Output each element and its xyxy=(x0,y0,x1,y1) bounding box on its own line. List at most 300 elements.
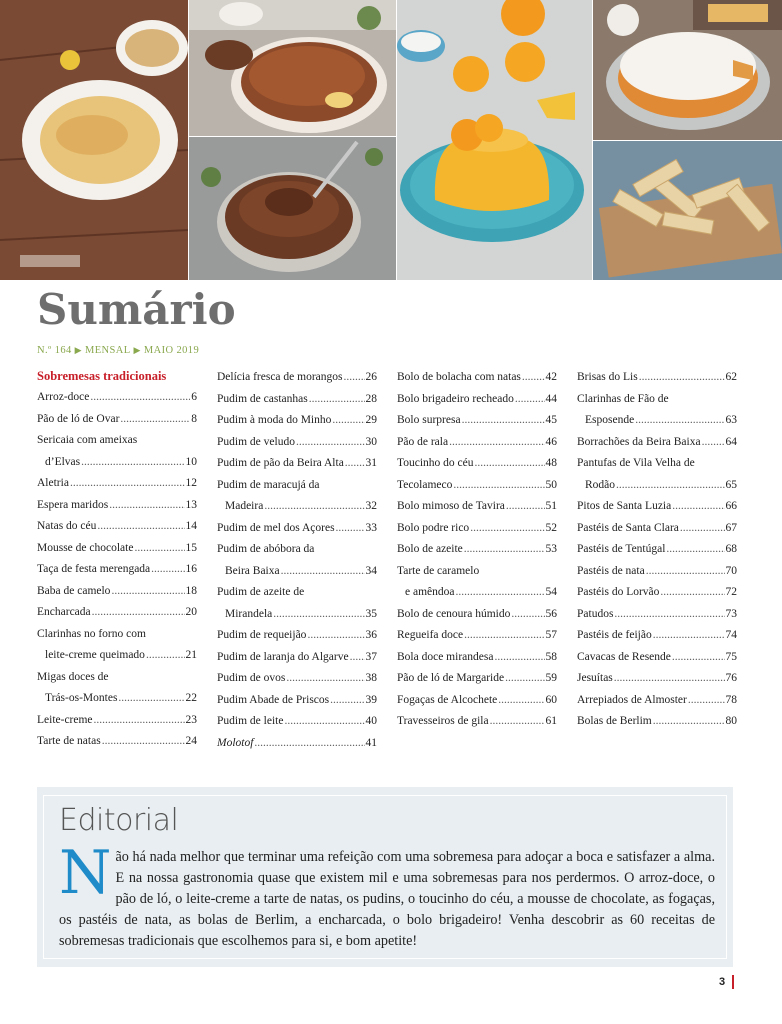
toc-leader-dots xyxy=(81,452,184,474)
toc-entry-line xyxy=(37,602,197,624)
photo-pudim-laranja xyxy=(397,0,592,280)
toc-page-number: 21 xyxy=(185,649,197,661)
toc-entry[interactable] xyxy=(577,561,737,583)
toc-entry[interactable] xyxy=(37,473,197,495)
toc-page-number: 76 xyxy=(725,672,737,684)
toc-entry[interactable] xyxy=(217,539,377,582)
toc-leader-dots xyxy=(505,668,544,690)
toc-entry[interactable] xyxy=(37,710,197,732)
toc-leader-dots xyxy=(494,647,544,669)
toc-page-number: 60 xyxy=(545,693,557,706)
toc-entry-title: Pudim de mel dos Açores xyxy=(217,521,335,534)
toc-entry-title: Pudim de laranja do Algarve xyxy=(217,650,349,663)
photo-mousse xyxy=(189,137,396,280)
photo-collage xyxy=(0,0,782,280)
toc-entry-line xyxy=(37,452,197,474)
toc-entry-line xyxy=(397,453,557,475)
toc-entry[interactable] xyxy=(37,559,197,581)
toc-entry[interactable] xyxy=(397,453,557,475)
toc-page-number: 78 xyxy=(725,693,737,706)
toc-entry-title: Jesuítas xyxy=(577,672,613,684)
triangle-right-icon: ▶ xyxy=(74,345,82,355)
toc-entry-title: Patudos xyxy=(577,607,614,620)
toc-page-number: 46 xyxy=(545,435,557,448)
toc-leader-dots xyxy=(639,367,725,389)
toc-page-number: 59 xyxy=(545,672,557,684)
toc-entry-line xyxy=(37,645,197,667)
toc-page-number: 40 xyxy=(365,715,377,727)
toc-entry-line xyxy=(217,711,377,733)
toc-entry-line xyxy=(37,473,197,495)
toc-entry[interactable] xyxy=(577,389,737,432)
toc-entry-title: Migas doces de xyxy=(37,670,109,683)
toc-leader-dots xyxy=(646,561,725,583)
toc-entry-title: Tarte de natas xyxy=(37,735,101,747)
toc-entry-title: Pudim de azeite de xyxy=(217,586,305,598)
toc-entry[interactable] xyxy=(217,367,377,389)
toc-entry-title: Pudim à moda do Minho xyxy=(217,414,332,426)
toc-entry[interactable] xyxy=(397,367,557,389)
toc-entry[interactable] xyxy=(217,432,377,454)
toc-leader-dots xyxy=(464,539,545,561)
toc-entry-title: Bolo surpresa xyxy=(397,414,461,426)
toc-page-number: 31 xyxy=(365,457,377,469)
toc-leader-dots xyxy=(672,647,725,669)
toc-entry[interactable] xyxy=(217,453,377,475)
photo-pasteis xyxy=(593,141,782,280)
toc-entry-line xyxy=(577,518,737,540)
toc-entry-title: Pudim Abade de Priscos xyxy=(217,693,330,706)
toc-entry[interactable] xyxy=(397,625,557,647)
toc-entry[interactable] xyxy=(217,410,377,432)
toc-entry[interactable] xyxy=(577,690,737,712)
toc-leader-dots xyxy=(102,731,185,753)
toc-entry-title: Bolo brigadeiro recheado xyxy=(397,392,514,405)
toc-entry-title: leite-creme queimado xyxy=(45,649,145,661)
toc-entry-title: e amêndoa xyxy=(405,586,455,598)
toc-entry-line xyxy=(217,604,377,626)
toc-entry-line xyxy=(397,539,557,561)
toc-entry[interactable] xyxy=(37,409,197,431)
toc-leader-dots xyxy=(296,432,365,454)
toc-entry-line xyxy=(577,582,737,604)
toc-column-2 xyxy=(217,367,377,754)
toc-page-number: 34 xyxy=(365,564,377,577)
toc-entry-line xyxy=(397,668,557,690)
toc-entry[interactable] xyxy=(397,690,557,712)
toc-entry-title: Pastéis de Tentúgal xyxy=(577,543,666,555)
toc-entry-line xyxy=(37,516,197,538)
toc-entry[interactable] xyxy=(577,625,737,647)
toc-entry-line xyxy=(577,668,737,690)
toc-entry[interactable] xyxy=(37,624,197,667)
toc-leader-dots xyxy=(515,389,545,411)
toc-column-4 xyxy=(577,367,737,733)
toc-page-number: 41 xyxy=(365,736,377,749)
toc-leader-dots xyxy=(307,625,364,647)
toc-entry[interactable] xyxy=(397,410,557,432)
toc-entry[interactable] xyxy=(37,538,197,560)
triangle-right-icon: ▶ xyxy=(133,345,141,355)
toc-entry-line xyxy=(217,496,377,518)
toc-entry-line xyxy=(577,432,737,454)
toc-leader-dots xyxy=(111,581,184,603)
toc-leader-dots xyxy=(336,518,365,540)
toc-page-number: 66 xyxy=(725,500,737,512)
toc-entry-line xyxy=(217,518,377,540)
toc-leader-dots xyxy=(343,367,364,389)
toc-entry[interactable] xyxy=(577,367,737,389)
toc-leader-dots xyxy=(680,518,725,540)
toc-leader-dots xyxy=(97,516,184,538)
toc-page-number: 33 xyxy=(365,521,377,534)
toc-entry-title: Brisas do Lis xyxy=(577,371,638,383)
toc-entry-title: Arroz-doce xyxy=(37,391,90,403)
toc-leader-dots xyxy=(284,711,364,733)
toc-entry-line xyxy=(577,690,737,712)
toc-entry-line xyxy=(217,668,377,690)
toc-entry-line xyxy=(37,387,197,409)
toc-entry-line xyxy=(397,389,557,411)
toc-entry[interactable] xyxy=(577,668,737,690)
toc-leader-dots xyxy=(151,559,184,581)
toc-page-number: 45 xyxy=(545,414,557,426)
toc-page-number: 57 xyxy=(545,629,557,641)
toc-leader-dots xyxy=(120,409,190,431)
toc-entry-title: Bolo podre rico xyxy=(397,521,470,534)
toc-page-number: 23 xyxy=(185,713,197,726)
toc-leader-dots xyxy=(490,711,545,733)
toc-leader-dots xyxy=(309,389,365,411)
toc-entry[interactable] xyxy=(397,604,557,626)
toc-entry-title: Delícia fresca de morangos xyxy=(217,371,343,383)
toc-leader-dots xyxy=(330,690,364,712)
toc-entry-line xyxy=(37,710,197,732)
toc-entry-line xyxy=(397,604,557,626)
toc-entry[interactable] xyxy=(217,647,377,669)
toc-page-number: 24 xyxy=(185,735,197,747)
toc-entry-title: Encharcada xyxy=(37,606,91,618)
toc-leader-dots xyxy=(332,410,364,432)
toc-entry-line xyxy=(577,389,737,411)
toc-entry[interactable] xyxy=(217,475,377,518)
toc-page-number: 56 xyxy=(545,607,557,620)
toc-page-number: 64 xyxy=(725,435,737,448)
toc-entry-line xyxy=(397,475,557,497)
toc-entry[interactable] xyxy=(577,496,737,518)
toc-leader-dots xyxy=(92,602,185,624)
toc-leader-dots xyxy=(498,690,544,712)
toc-leader-dots xyxy=(672,496,724,518)
toc-leader-dots xyxy=(474,453,544,475)
toc-page-number: 20 xyxy=(185,606,197,618)
toc-page-number: 37 xyxy=(365,650,377,663)
toc-entry-line xyxy=(37,495,197,517)
toc-entry-line xyxy=(577,539,737,561)
toc-leader-dots xyxy=(273,604,364,626)
toc-entry[interactable] xyxy=(397,647,557,669)
toc-entry-title: Pão de ló de Ovar xyxy=(37,412,120,425)
toc-entry[interactable] xyxy=(37,387,197,409)
toc-leader-dots xyxy=(94,710,185,732)
toc-entry-line xyxy=(37,731,197,753)
toc-entry-line xyxy=(397,625,557,647)
toc-entry-title: Molotof xyxy=(217,736,254,749)
toc-entry-title: Pastéis de feijão xyxy=(577,629,652,641)
toc-entry[interactable] xyxy=(37,581,197,603)
toc-entry[interactable] xyxy=(397,496,557,518)
toc-leader-dots xyxy=(281,561,365,583)
toc-entry[interactable] xyxy=(577,518,737,540)
toc-entry-line xyxy=(397,518,557,540)
toc-entry[interactable] xyxy=(37,495,197,517)
toc-entry[interactable] xyxy=(577,432,737,454)
photo-pao-de-lo xyxy=(189,0,396,136)
section-heading: Sobremesas tradicionais xyxy=(37,369,167,383)
toc-entries xyxy=(397,367,557,733)
toc-entry-title: Pastéis de nata xyxy=(577,564,645,577)
toc-leader-dots xyxy=(666,539,724,561)
toc-entry-title: Pudim de abóbora da xyxy=(217,543,315,555)
toc-entries xyxy=(217,367,377,754)
toc-leader-dots xyxy=(350,647,365,669)
toc-entry[interactable] xyxy=(397,539,557,561)
photo-arroz-doce xyxy=(0,0,188,280)
toc-entry-title: Baba de camelo xyxy=(37,584,111,597)
toc-page-number: 75 xyxy=(725,650,737,663)
toc-entry-line xyxy=(397,496,557,518)
toc-entry-line xyxy=(217,410,377,432)
toc-entry-title: Bolo de cenoura húmido xyxy=(397,607,511,620)
toc-page-number: 53 xyxy=(545,543,557,555)
toc-entry-title: Pão de ló de Margaride xyxy=(397,672,505,684)
editorial-box xyxy=(37,787,733,967)
toc-entry-line xyxy=(37,624,197,646)
toc-leader-dots xyxy=(456,582,545,604)
toc-entry-title: Pudim de veludo xyxy=(217,435,295,448)
editorial-dropcap: N xyxy=(59,838,112,908)
toc-page-number: 30 xyxy=(365,435,377,448)
toc-entry-line xyxy=(577,647,737,669)
toc-entry[interactable] xyxy=(217,518,377,540)
toc-entry-title: Borrachões da Beira Baixa xyxy=(577,435,701,448)
toc-entry-title: Cavacas de Resende xyxy=(577,650,671,663)
toc-entry[interactable] xyxy=(397,561,557,604)
issue-line xyxy=(37,345,199,356)
toc-leader-dots xyxy=(614,668,725,690)
toc-entry-title: Trás-os-Montes xyxy=(45,692,118,704)
toc-entry-line xyxy=(577,475,737,497)
toc-page-number: 13 xyxy=(185,498,197,511)
toc-leader-dots xyxy=(254,733,364,755)
toc-page-number: 14 xyxy=(185,520,197,532)
page-number: 3 xyxy=(719,976,726,988)
toc-leader-dots xyxy=(449,432,544,454)
toc-entry-title: Pudim de leite xyxy=(217,715,284,727)
toc-page-number: 28 xyxy=(365,392,377,405)
toc-page-number: 73 xyxy=(725,607,737,620)
toc-entry-title: Pantufas de Vila Velha de xyxy=(577,457,695,469)
toc-entry-title: Espera maridos xyxy=(37,498,109,511)
toc-leader-dots xyxy=(635,410,724,432)
toc-entry-title: Beira Baixa xyxy=(225,564,280,577)
toc-page-number: 54 xyxy=(545,586,557,598)
toc-entry[interactable] xyxy=(397,668,557,690)
toc-entry-line xyxy=(577,410,737,432)
toc-entry[interactable] xyxy=(217,690,377,712)
toc-entry-line xyxy=(217,453,377,475)
toc-page-number: 50 xyxy=(545,478,557,491)
toc-entry-line xyxy=(37,409,197,431)
toc-entry-title: Clarinhas no forno com xyxy=(37,627,146,640)
toc-entry-line xyxy=(397,711,557,733)
toc-entry-line xyxy=(37,559,197,581)
toc-leader-dots xyxy=(462,410,545,432)
toc-page-number: 35 xyxy=(365,607,377,620)
toc-entry-title: Pastéis de Santa Clara xyxy=(577,521,679,534)
toc-leader-dots xyxy=(470,518,544,540)
editorial-body: ão há nada melhor que terminar uma refeição com uma sobremesa para adoçar a boca e satisfazer a alma. E na nossa gastronomia quase que existem mil e uma sobremesas para nos perdermos. O arroz-doce, o pão de ló, o leite-creme a tarte de natas, os pudins, o toucinho do céu, a mousse de chocolate, as fogaças, os pastéis de nata, as bolas de Berlim, a encharcada, o bolo brigadeiro! Venha descobrir as 60 receitas de sobremesas tradicionais que escolhemos para si, e bom apetite! xyxy=(59,849,715,949)
toc-page-number: 58 xyxy=(545,650,557,663)
toc-entry[interactable] xyxy=(217,582,377,625)
toc-entry[interactable] xyxy=(37,731,197,753)
issue-number: N.º 164 xyxy=(37,345,72,356)
toc-page-number: 44 xyxy=(545,392,557,405)
toc-page-number: 65 xyxy=(725,478,737,491)
toc-entry-line xyxy=(397,367,557,389)
toc-entry[interactable] xyxy=(577,453,737,496)
toc-entry[interactable] xyxy=(217,711,377,733)
toc-entry-title: Fogaças de Alcochete xyxy=(397,693,498,706)
toc-entry-line xyxy=(577,561,737,583)
toc-entry[interactable] xyxy=(217,625,377,647)
toc-entry[interactable] xyxy=(37,516,197,538)
toc-entry[interactable] xyxy=(577,647,737,669)
toc-entry-line xyxy=(37,430,197,452)
toc-entry[interactable] xyxy=(577,604,737,626)
toc-entry[interactable] xyxy=(37,602,197,624)
toc-entry[interactable] xyxy=(577,711,737,733)
toc-entry-line xyxy=(217,367,377,389)
toc-entry-line xyxy=(37,581,197,603)
photo-bolo xyxy=(593,0,782,140)
toc-page-number: 39 xyxy=(365,693,377,706)
toc-entry[interactable] xyxy=(577,539,737,561)
toc-leader-dots xyxy=(506,496,545,518)
toc-entry[interactable] xyxy=(397,475,557,497)
toc-entry-line xyxy=(577,496,737,518)
toc-page-number: 80 xyxy=(725,715,737,727)
toc-entry-title: Mirandela xyxy=(225,607,273,620)
toc-page-number: 70 xyxy=(725,564,737,577)
toc-page-number: 16 xyxy=(185,563,197,575)
toc-entry-line xyxy=(577,711,737,733)
toc-entry[interactable] xyxy=(577,582,737,604)
toc-entry-title: Bolo de azeite xyxy=(397,543,463,555)
toc-leader-dots xyxy=(286,668,364,690)
toc-entry-title: Natas do céu xyxy=(37,520,97,532)
toc-page-number: 63 xyxy=(725,414,737,426)
toc-entry[interactable] xyxy=(397,432,557,454)
toc-entry-line xyxy=(217,582,377,604)
toc-leader-dots xyxy=(264,496,364,518)
toc-entry-line xyxy=(397,647,557,669)
issue-frequency: MENSAL xyxy=(84,345,131,356)
toc-leader-dots xyxy=(345,453,365,475)
toc-entry-title: Regueifa doce xyxy=(397,629,464,641)
toc-page-number: 32 xyxy=(365,500,377,512)
toc-entry[interactable] xyxy=(397,711,557,733)
toc-entry[interactable] xyxy=(217,668,377,690)
toc-entry-title: Mousse de chocolate xyxy=(37,541,134,554)
toc-entry-title: Toucinho do céu xyxy=(397,457,474,469)
toc-entry[interactable] xyxy=(37,430,197,473)
toc-entry-title: d’Elvas xyxy=(45,455,81,468)
toc-entry-title: Madeira xyxy=(225,500,264,512)
toc-leader-dots xyxy=(688,690,725,712)
toc-entry-title: Rodão xyxy=(585,478,616,491)
toc-entry-title: Esposende xyxy=(585,414,635,426)
toc-page-number: 18 xyxy=(185,584,197,597)
toc-entry[interactable] xyxy=(217,733,377,755)
toc-leader-dots xyxy=(90,387,190,409)
toc-entry-line xyxy=(37,667,197,689)
toc-leader-dots xyxy=(453,475,544,497)
toc-entry-title: Bolo de bolacha com natas xyxy=(397,371,521,383)
toc-leader-dots xyxy=(653,711,725,733)
toc-entry-title: Aletria xyxy=(37,477,69,489)
toc-page-number: 26 xyxy=(365,371,377,383)
toc-entry-line xyxy=(37,538,197,560)
toc-entry-line xyxy=(37,688,197,710)
toc-page-number: 68 xyxy=(725,543,737,555)
toc-column-1 xyxy=(37,367,197,753)
toc-entry-line xyxy=(217,389,377,411)
toc-entry-line xyxy=(217,539,377,561)
toc-leader-dots xyxy=(702,432,725,454)
toc-entry[interactable] xyxy=(37,667,197,710)
toc-page-number: 51 xyxy=(545,500,557,512)
toc-page-number: 8 xyxy=(191,412,197,425)
toc-entry-title: Pudim de ovos xyxy=(217,672,286,684)
toc-page-number: 74 xyxy=(725,629,737,641)
toc-entry-title: Pudim de requeijão xyxy=(217,629,307,641)
toc-entry[interactable] xyxy=(397,389,557,411)
toc-entry-title: Pastéis do Lorvão xyxy=(577,586,660,598)
toc-page-number: 12 xyxy=(185,477,197,489)
toc-page-number: 48 xyxy=(545,457,557,469)
toc-entry-line xyxy=(397,432,557,454)
toc-leader-dots xyxy=(522,367,545,389)
toc-page-number: 36 xyxy=(365,629,377,641)
toc-entry-line xyxy=(217,625,377,647)
toc-entry-title: Bolas de Berlim xyxy=(577,715,652,727)
toc-entry-title: Pudim de castanhas xyxy=(217,392,308,405)
toc-page-number: 38 xyxy=(365,672,377,684)
toc-page-number: 29 xyxy=(365,414,377,426)
toc-page-number: 67 xyxy=(725,521,737,534)
toc-entry-line xyxy=(577,604,737,626)
toc-leader-dots xyxy=(134,538,184,560)
toc-entry[interactable] xyxy=(217,389,377,411)
toc-entry-title: Taça de festa merengada xyxy=(37,563,151,575)
toc-entry-line xyxy=(397,410,557,432)
toc-entry[interactable] xyxy=(397,518,557,540)
toc-page-number: 6 xyxy=(191,391,197,403)
toc-entry-line xyxy=(217,647,377,669)
toc-leader-dots xyxy=(70,473,185,495)
toc-leader-dots xyxy=(614,604,724,626)
